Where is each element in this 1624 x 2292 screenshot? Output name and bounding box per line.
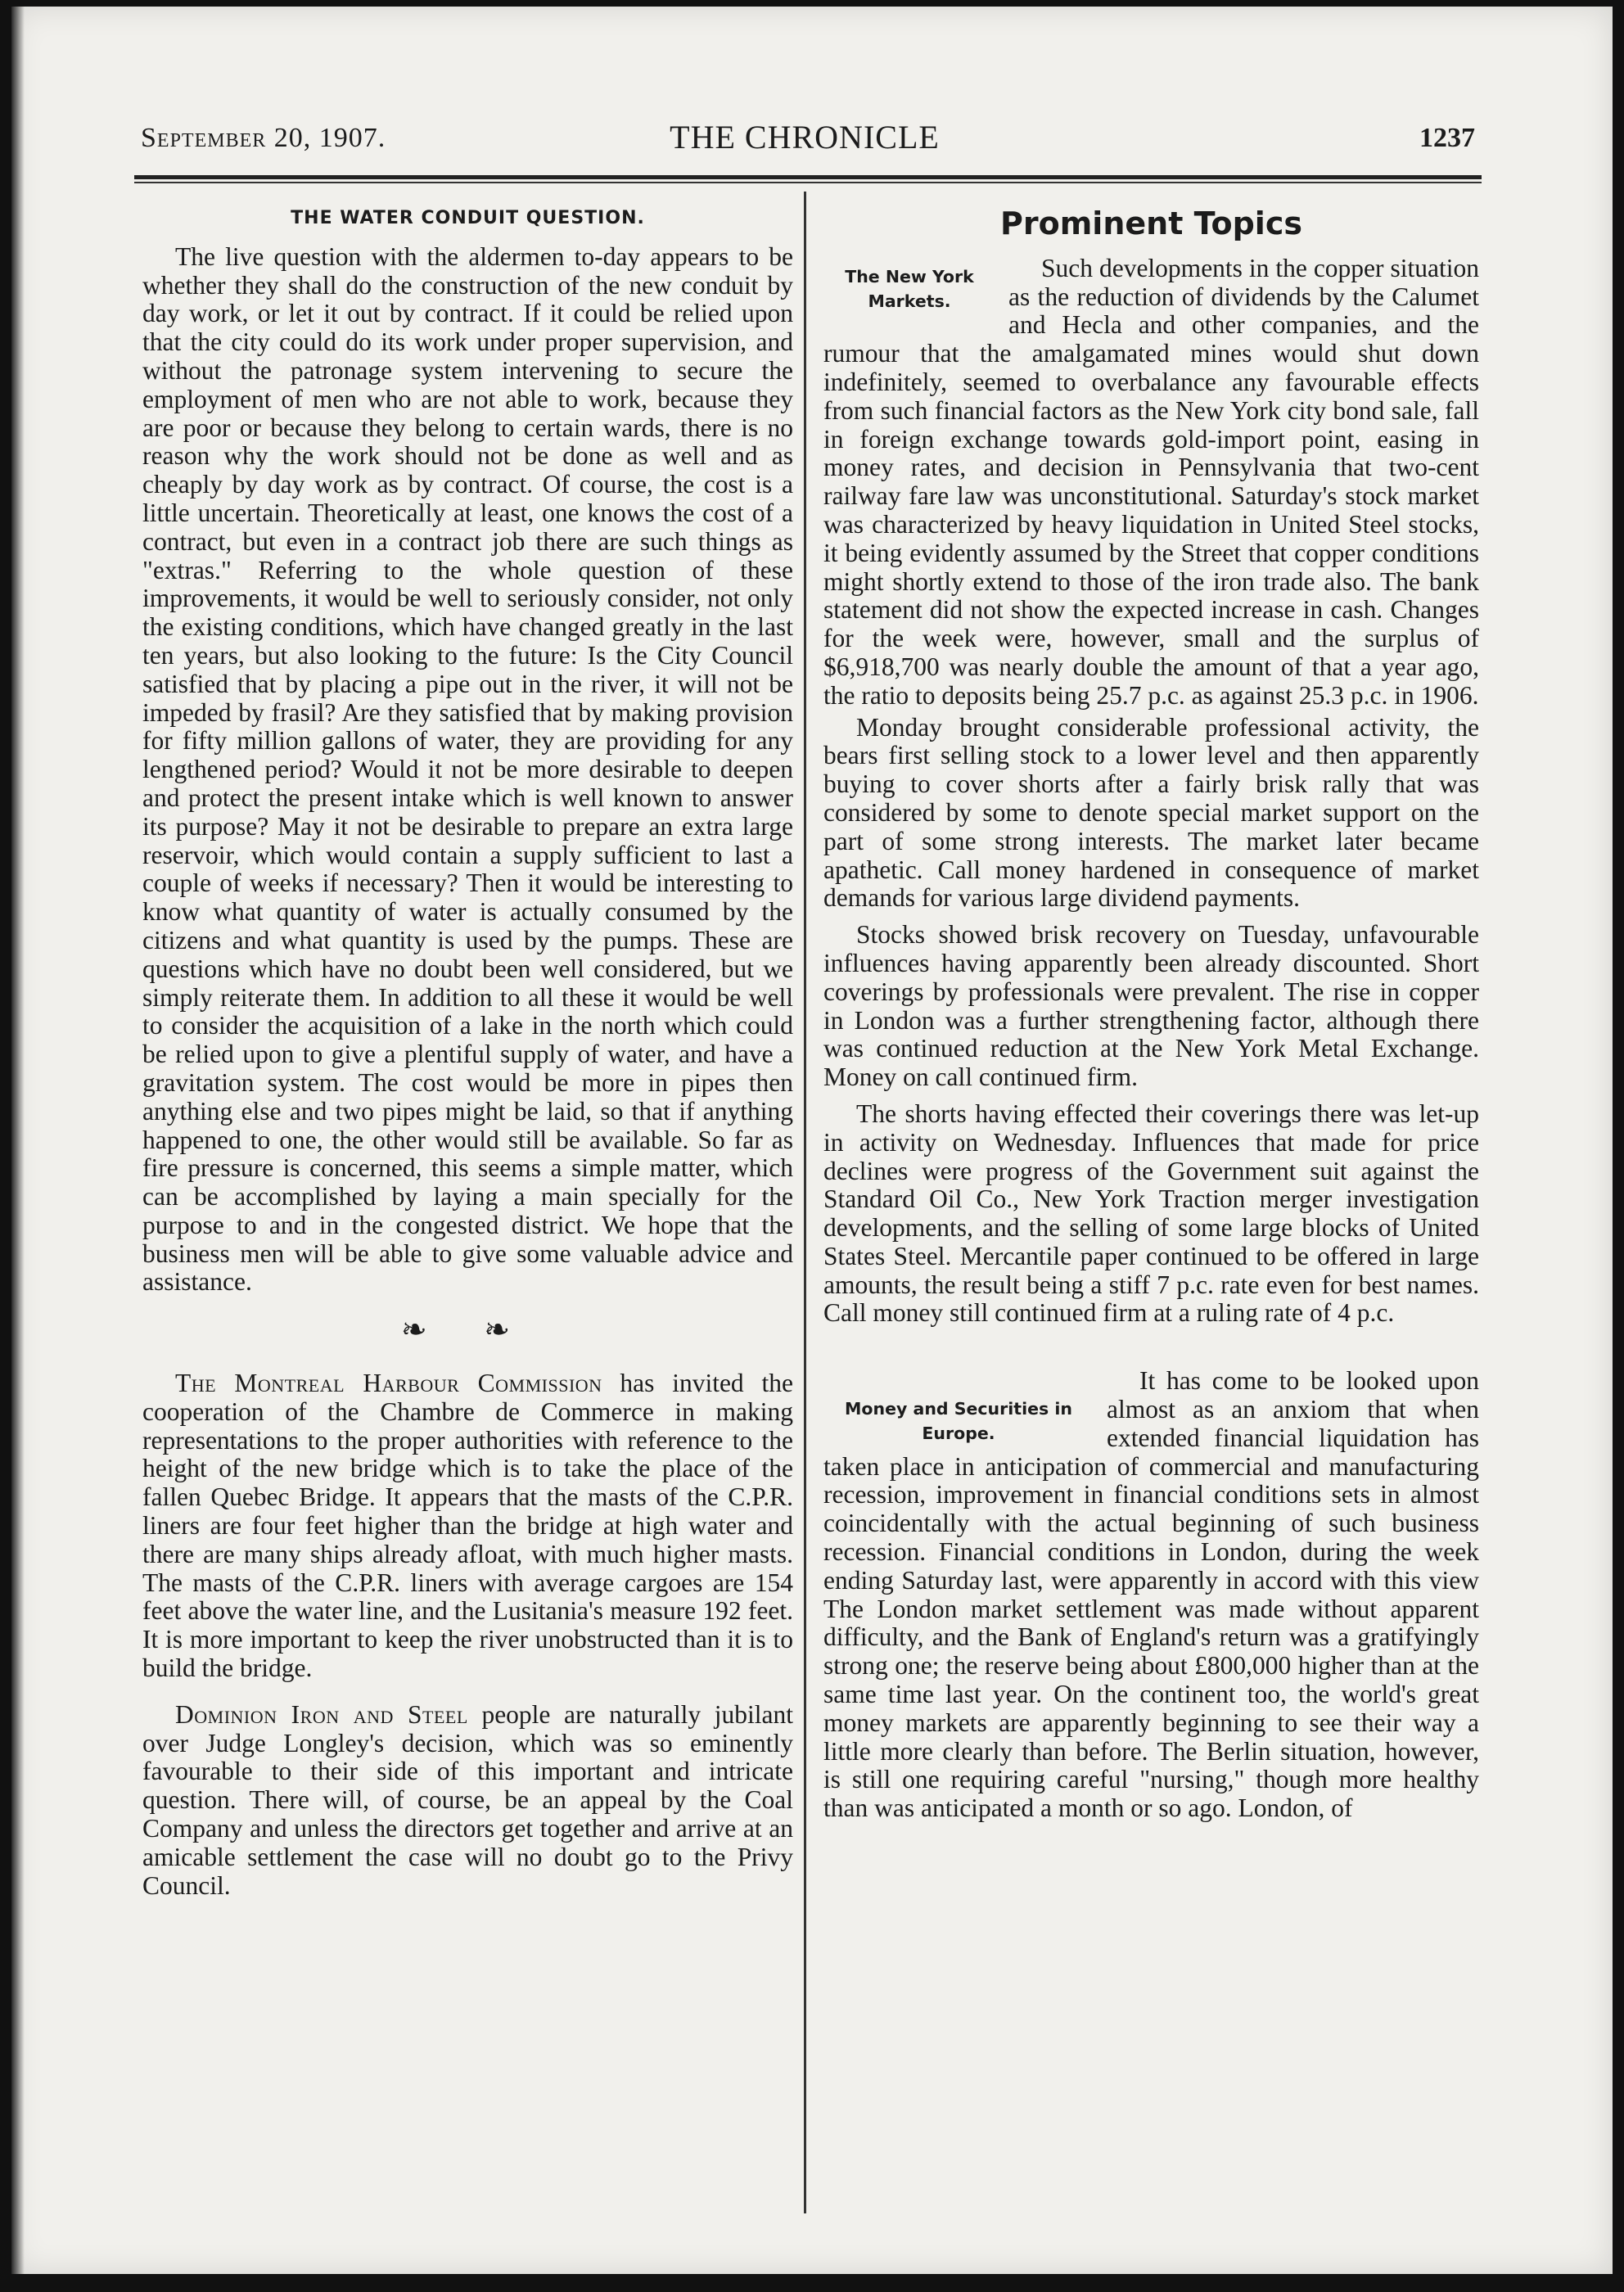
water-conduit-paragraph: The live question with the aldermen to-day appears to be whether they shall do the construction of the new conduit by day work, or let it out by contract. If it could be relied upon that the city could do its work under proper supervision, and without the patronage system intervening to secure the employment of men who are not able to work, because they are poor or because they belong to certain wards, there is no reason why the work should not be done as well and as cheaply by day work as by contract. Of course, the cost is a little uncertain. Theoretically at least, one knows the cost of a contract, but even in a contract job there are such things as "extras." Referring to the whole question of these improvements, it would be well to seriously consider, not only the existing conditions, which have changed greatly in the last ten years, but also looking to the future: Is the City Council satisfied that by placing a pipe out in the river, it will not be impeded by frasil? Are they satisfied that by making provision for fifty million gallons of water, they are providing for any lengthened period? Would it not be more desirable to deepen and protect the present intake which is well known to answer its purpose? May it not be desirable to prepare an extra large reservoir, which would contain a supply sufficient to last a couple of weeks if necessary? Then it would be interesting to know what quantity of water is actually consumed by the citizens and what quantity is used by the pumps. These are questions which have no doubt been well considered, but we simply reiterate them. In addition to all these it would be well to consider the acquisition of a lake in the north which could be relied upon to give a plentiful supply of water, and have a gravitation system. The cost would be more in pipes then anything else and two pipes might be laid, so that if anything happened to one, the other would still be available. So far as fire pressure is concerned, this seems a simple matter, which can be accomplished by laying a main specially for the purpose to and in the congested district. We hope that the business men will be able to give some valuable advice and assistance. — [142, 241, 793, 1297]
new-york-paragraph-3: Stocks showed brisk recovery on Tuesday, unfavourable influences having apparently been already discounted. Short coverings by professionals were prevalent. The rise in copper in London was a further strengthening factor, although there was continued reduction at the New York Metal Exchange. Money on call continued firm. — [823, 920, 1479, 1092]
money-securities-europe-sidehead: Money and Securities in Europe. — [845, 1399, 1072, 1444]
column-divider — [804, 192, 806, 2213]
new-york-markets-sidehead: The New York Markets. — [845, 266, 974, 311]
issue-date: September 20, 1907. — [141, 123, 386, 153]
dominion-steel-text: people are naturally jubilant over Judge Longley's decision, which was so eminently favourable to their side of this important and intricate question. There will, of course, be an appeal by the Coal Company and unless the directors get together and arrive at an amicable settlement the case will no doubt go to the Privy Council. — [142, 1699, 793, 1900]
new-york-paragraph-2: Monday brought considerable professional activity, the bears first selling stock to a lower level and then apparently buying to cover shorts after a fairly brisk rally that was considered by some to denote special market support on the part of some strong interests. The market later became apathetic. Call money hardened in consequence of market demands for various large dividend payments. — [823, 712, 1479, 913]
water-conduit-heading: THE WATER CONDUIT QUESTION. — [291, 208, 645, 228]
harbour-commission-text: has invited the cooperation of the Chambre de Commerce in making representations to the proper authorities with reference to the height of the new bridge which is to take the place of the fallen Quebec Bridge. It appears that the masts of the C.P.R. liners are four feet higher than the bridge at high water and there are many ships already afloat, with much higher masts. The masts of the C.P.R. liners with average cargoes are 154 feet above the water line, and the Lusitania's measure 192 feet. It is more important to keep the river unobstructed than it is to build the bridge. — [142, 1369, 793, 1683]
prominent-topics-heading: Prominent Topics — [1000, 205, 1302, 241]
left-column — [142, 192, 793, 1900]
new-york-paragraph-4: The shorts having effected their coverings there was let-up in activity on Wednesday. Influences that made for price declines were progress of the Government suit against the Standard Oil Co., New York Traction merger investigation developments, and the selling of some large blocks of United States Steel. Mercantile paper continued to be offered in large amounts, the result being a stiff 7 p.c. rate even for best names. Call money still continued firm at a ruling rate of 4 p.c. — [823, 1099, 1479, 1328]
harbour-commission-lead: The Montreal Harbour Commission — [175, 1369, 602, 1398]
masthead-title: THE CHRONICLE — [670, 119, 940, 156]
ornament-divider: ❧ ❧ — [400, 1313, 535, 1348]
dominion-steel-paragraph — [142, 1701, 793, 1901]
page-header — [134, 115, 1475, 164]
europe-paragraph: It has come to be looked upon almost as an anxiom that when extended financial liquidation has taken place in anticipation of commercial and manufacturing recession, improvement in financial conditions sets in almost coincidentally with the actual beginning of such business recession. Financial conditions in London, during the week ending Saturday last, were apparently in accord with this view The London market settlement was made without apparent difficulty, and the Bank of England's return was a gratifyingly strong one; the reserve being about £800,000 higher than at the same time last year. On the continent too, the world's great money markets are apparently beginning to see their way a little more clearly than before. The Berlin situation, however, is still one requiring careful "nursing," though more healthy than was anticipated a month or so ago. London, of — [823, 1366, 1479, 1823]
page-number: 1237 — [1419, 123, 1475, 153]
section-gap — [823, 1328, 1479, 1367]
dominion-steel-lead: Dominion Iron and Steel — [175, 1699, 468, 1729]
new-york-paragraph-1: Such developments in the copper situation as the reduction of dividends by the Calumet and Hecla and other companies, and the rumour that the amalgamated mines would shut down indefinitely, seemed to overbalance any favourable effects from such financial factors as the New York city bond sale, fall in foreign exchange towards gold-import point, easing in money rates, and decision in Pennsylvania that two-cent railway fare law was unconstitutional. Saturday's stock market was characterized by heavy liquidation in United Steel stocks, it being evidently assumed by the Street that copper conditions might shortly extend to those of the iron trade also. The bank statement did not show the expected increase in cash. Changes for the week were, however, small and the surplus of $6,918,700 was nearly double the amount of that a year ago, the ratio to deposits being 25.7 p.c. as against 25.3 p.c. in 1906. — [823, 253, 1479, 710]
right-column — [823, 192, 1479, 1823]
newspaper-page — [11, 7, 1613, 2274]
harbour-commission-paragraph — [142, 1369, 793, 1683]
header-rule — [134, 175, 1482, 183]
